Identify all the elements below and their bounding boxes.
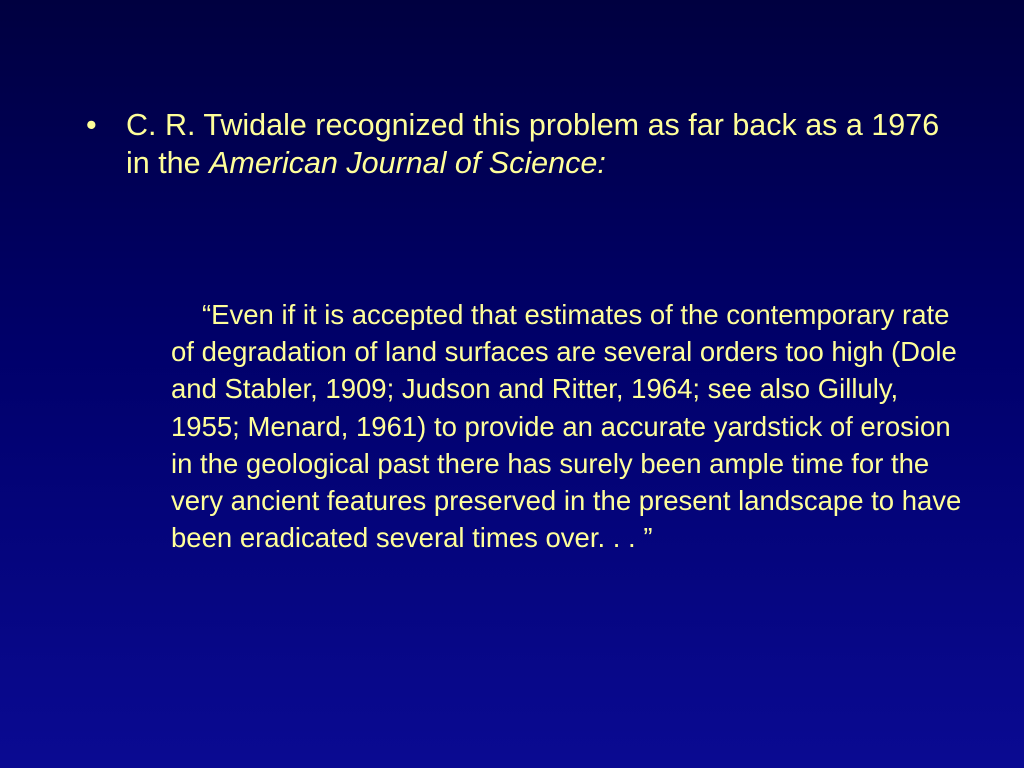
bullet-marker: • (86, 108, 97, 142)
quote-text: “Even if it is accepted that estimates of the contemporary rate of degradation of land surfaces are several orders too high (Dole and Stabler, 1909; Judson and Ritter, 1964; see also Gilluly, 1955; Menard, 1961) to provide an accurate yardstick of erosion in the geological past there has surely been ample time for the very ancient features preserved in the present landscape to have been eradicated several times over. . . ” (171, 299, 962, 554)
journal-title: American Journal of Science: (209, 146, 606, 180)
quotation (171, 296, 971, 556)
bullet-point (86, 106, 946, 182)
bullet-text-regular: C. R. Twidale recognized this problem as far back as a 1976 in the (126, 108, 940, 180)
bullet-text (126, 106, 946, 182)
